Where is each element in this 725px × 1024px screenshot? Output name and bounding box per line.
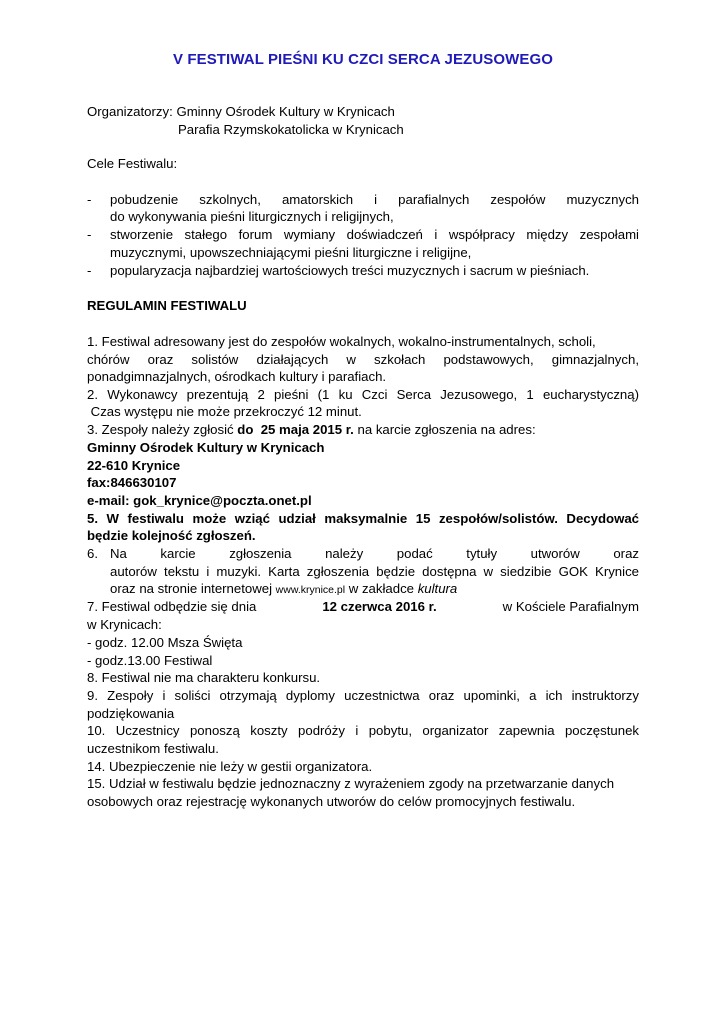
schedule-festival: - godz.13.00 Festiwal xyxy=(87,653,213,668)
address-postal: 22-610 Krynice xyxy=(87,458,181,473)
rule-7-line-1 xyxy=(87,598,639,615)
rule-9-line-2: podziękowania xyxy=(87,706,175,721)
goal-dash: - xyxy=(87,192,92,207)
rule-2-line-2: Czas występu nie może przekroczyć 12 minut. xyxy=(87,404,362,419)
rule-3-deadline: do 25 maja 2015 r. xyxy=(237,422,354,437)
rule-6-text-4: w zakładce xyxy=(345,581,418,596)
rule-6-number: 6. xyxy=(87,546,98,561)
address-fax: fax:846630107 xyxy=(87,475,177,490)
rule-7-text-end: w Kościele Parafialnym xyxy=(499,599,639,614)
rule-5-line-2: będzie kolejność zgłoszeń. xyxy=(87,528,256,543)
goal-text: popularyzacja najbardziej wartościowych treści muzycznych i sacrum w pieśniach. xyxy=(110,263,590,278)
goal-dash: - xyxy=(87,227,92,242)
schedule-mass: - godz. 12.00 Msza Święta xyxy=(87,635,243,650)
organizer-2: Parafia Rzymskokatolicka w Krynicach xyxy=(178,122,404,137)
rule-15-line-2: osobowych oraz rejestrację wykonanych utworów do celów promocyjnych festiwalu. xyxy=(87,794,576,809)
website-link[interactable]: www.krynice.pl xyxy=(275,584,346,596)
rule-3-text-end: na karcie zgłoszenia na adres: xyxy=(353,422,536,437)
rule-7-line-2: w Krynicach: xyxy=(87,617,162,632)
rule-6-line-3 xyxy=(110,580,662,599)
organizer-1: Gminny Ośrodek Kultury w Krynicach xyxy=(176,104,395,119)
rules-heading: REGULAMIN FESTIWALU xyxy=(87,298,247,313)
rule-1-line-1: 1. Festiwal adresowany jest do zespołów wokalnych, wokalno-instrumentalnych, scholi, xyxy=(87,334,596,349)
rule-6-text-3: oraz na stronie internetowej xyxy=(110,581,276,596)
address-name: Gminny Ośrodek Kultury w Krynicach xyxy=(87,440,325,455)
rule-10-line-2: uczestnikom festiwalu. xyxy=(87,741,219,756)
rule-7-date: 12 czerwca 2016 r. xyxy=(322,599,437,614)
rule-2-line-1: 2. Wykonawcy prezentują 2 pieśni (1 ku Czci Serca Jezusowego, 1 eucharystyczną) xyxy=(87,387,639,402)
page-title: V FESTIWAL PIEŚNI KU CZCI SERCA JEZUSOWEGO xyxy=(172,51,554,68)
rule-6-text: Na karcie zgłoszenia należy podać tytuły utworów oraz xyxy=(110,546,639,561)
rule-3-text: 3. Zespoły należy zgłosić xyxy=(87,422,238,437)
goal-dash: - xyxy=(87,263,92,278)
goal-text: stworzenie stałego forum wymiany doświadczeń i współpracy między zespołami xyxy=(110,227,639,242)
rule-9-line-1: 9. Zespoły i soliści otrzymają dyplomy uczestnictwa oraz upominki, a ich instruktorzy xyxy=(87,688,639,703)
organizers-line-1 xyxy=(87,103,639,120)
goal-text-cont: muzycznymi, upowszechniającymi pieśni liturgiczne i religijne, xyxy=(110,245,472,260)
rule-6-line-2: autorów tekstu i muzyki. Karta zgłoszenia będzie dostępna w siedzibie GOK Krynice xyxy=(110,564,639,579)
rule-7-text: 7. Festiwal odbędzie się dnia xyxy=(87,599,261,614)
rule-5-line-1: 5. W festiwalu może wziąć udział maksymalnie 15 zespołów/solistów. Decydować xyxy=(87,511,639,526)
goal-text-cont: do wykonywania pieśni liturgicznych i religijnych, xyxy=(110,209,394,224)
rule-3 xyxy=(87,421,639,438)
rule-15-line-1: 15. Udział w festiwalu będzie jednoznaczny z wyrażeniem zgody na przetwarzanie danych xyxy=(87,776,615,791)
organizers-label: Organizatorzy: xyxy=(87,104,173,119)
rule-8: 8. Festiwal nie ma charakteru konkursu. xyxy=(87,670,321,685)
rule-14: 14. Ubezpieczenie nie leży w gestii organizatora. xyxy=(87,759,373,774)
rule-10-line-1: 10. Uczestnicy ponoszą koszty podróży i pobytu, organizator zapewnia poczęstunek xyxy=(87,723,639,738)
rule-6-section: kultura xyxy=(417,581,458,596)
goals-heading: Cele Festiwalu: xyxy=(87,156,178,171)
goal-text: pobudzenie szkolnych, amatorskich i parafialnych zespołów muzycznych xyxy=(110,192,639,207)
rule-1-line-3: ponadgimnazjalnych, ośrodkach kultury i parafiach. xyxy=(87,369,387,384)
address-email: e-mail: gok_krynice@poczta.onet.pl xyxy=(87,493,312,508)
rule-1-line-2: chórów oraz solistów działających w szkołach podstawowych, gimnazjalnych, xyxy=(87,352,639,367)
